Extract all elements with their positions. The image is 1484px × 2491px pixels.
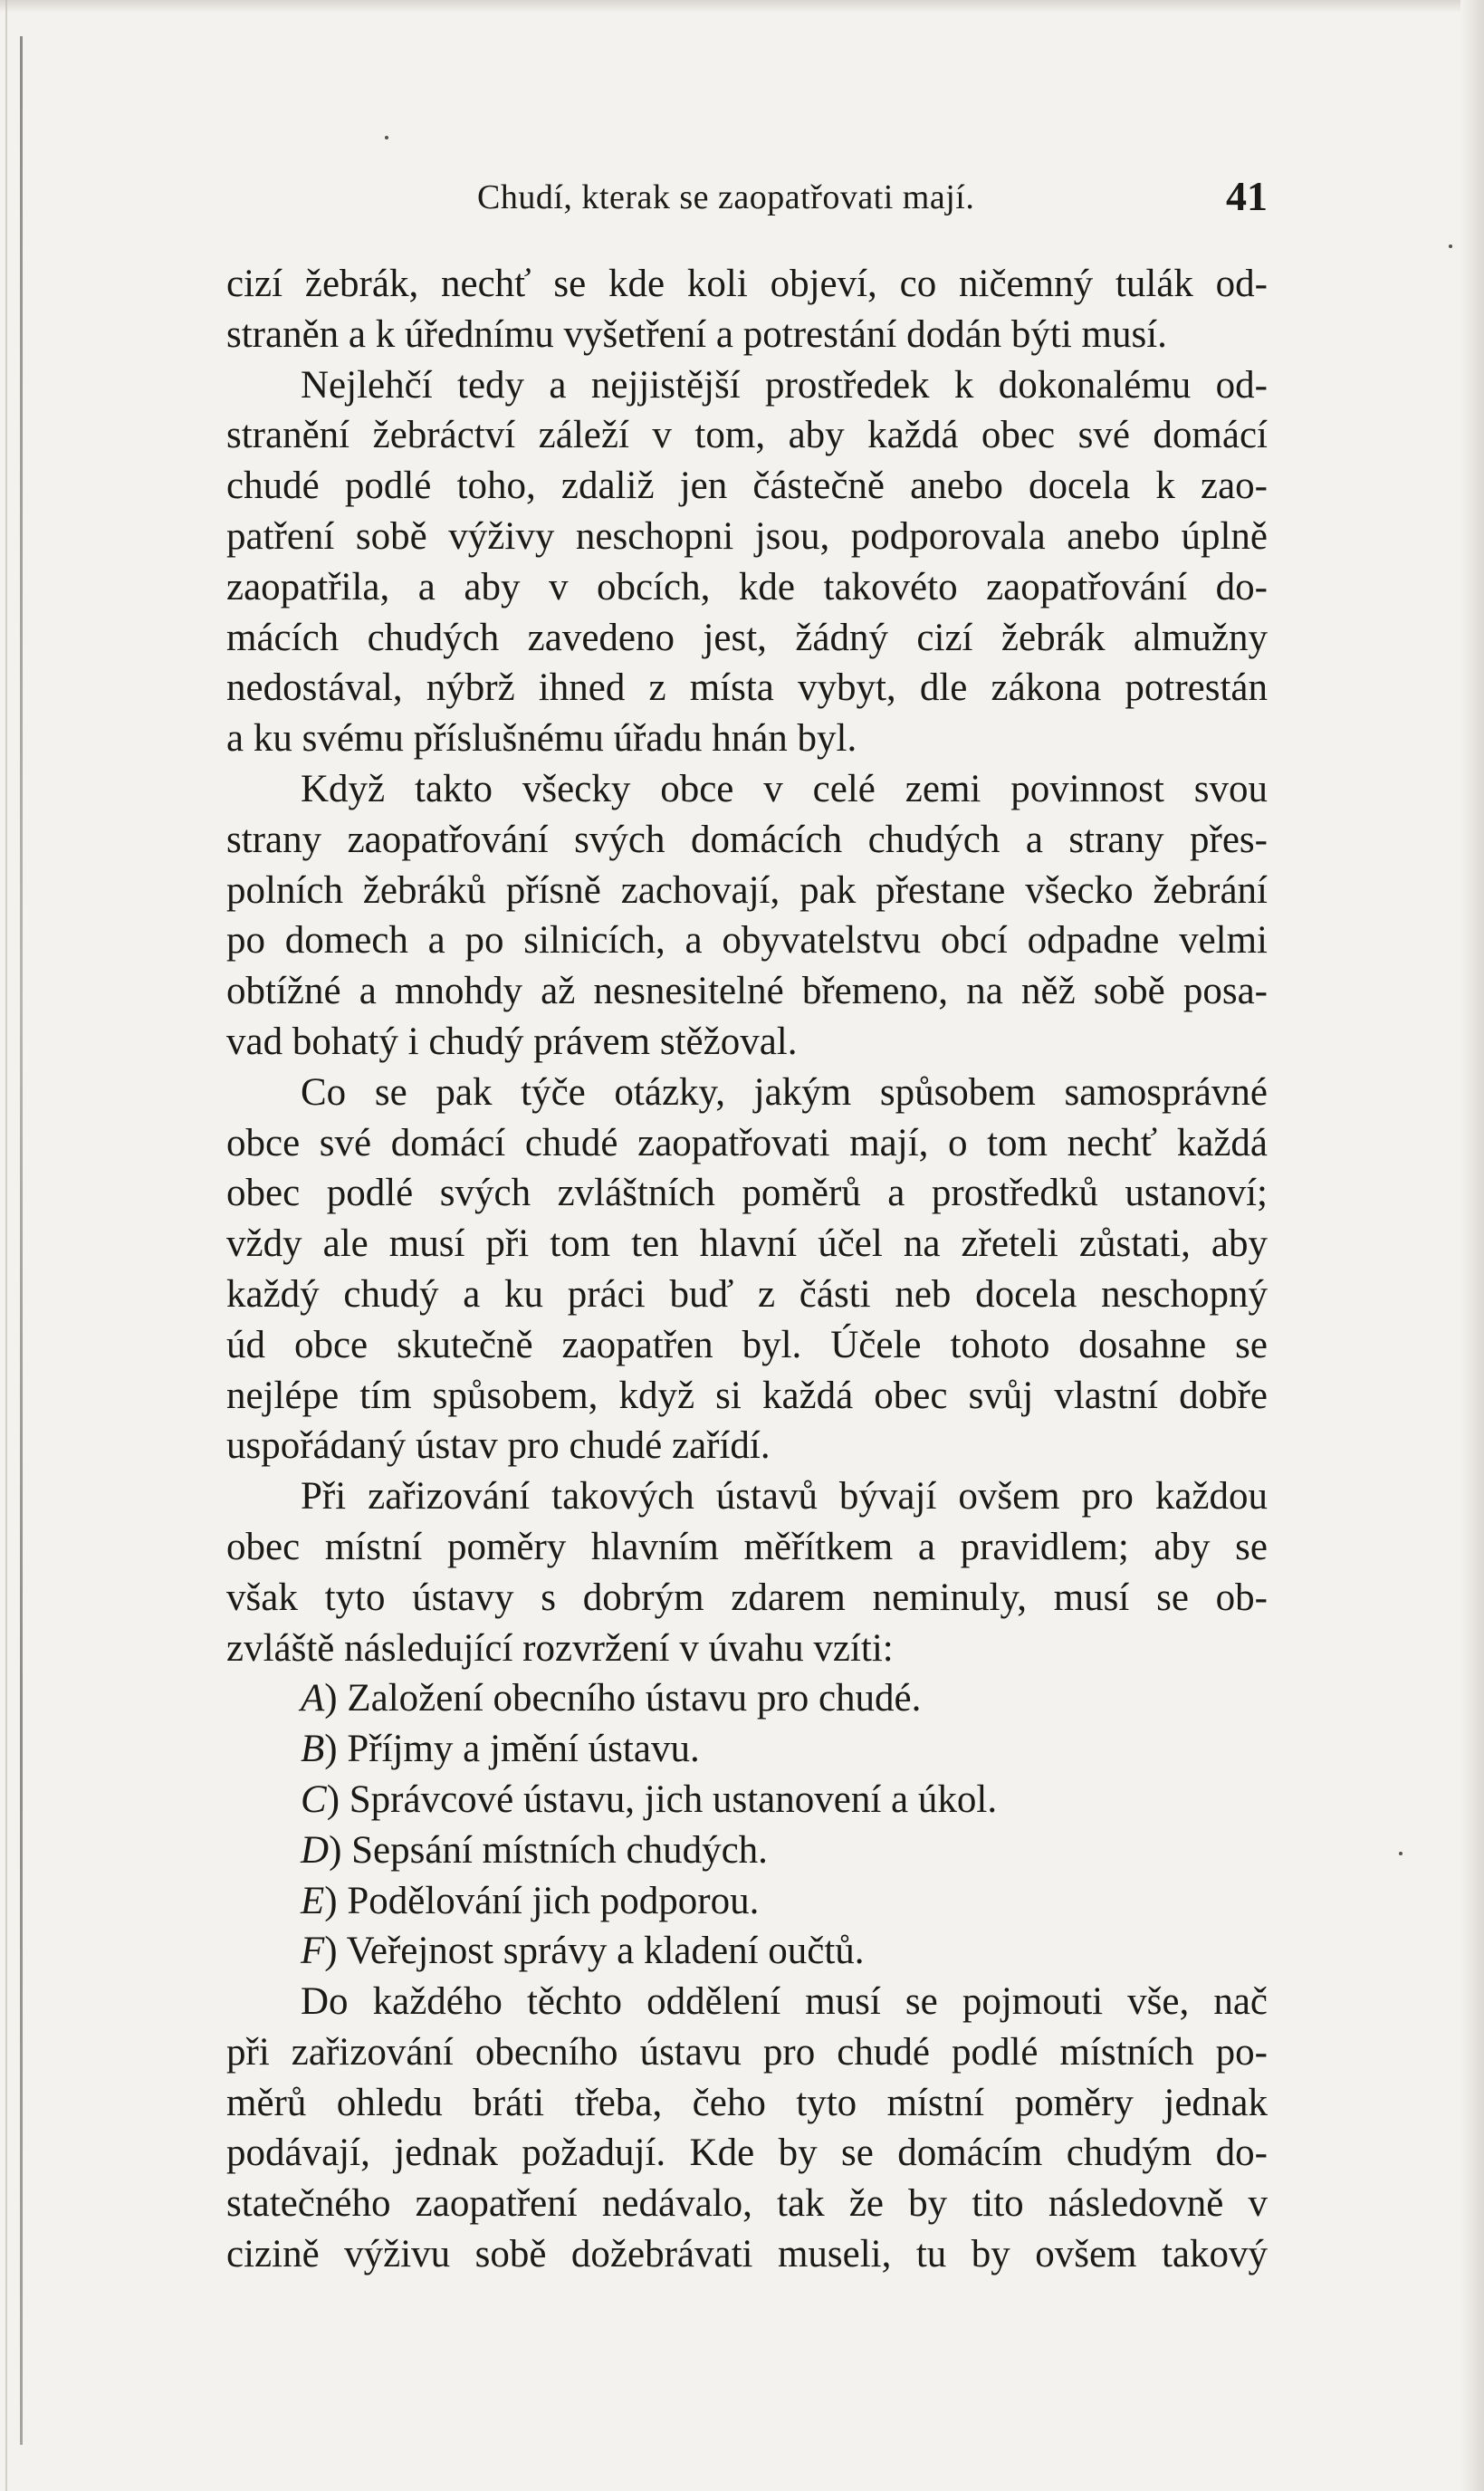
text-line: obec podlé svých zvláštních poměrů a prostředků ustanoví;: [226, 1172, 1268, 1215]
text-line: Co se pak týče otázky, jakým spůsobem samosprávné: [301, 1070, 1268, 1114]
text-line: polních žebráků přísně zachovají, pak přestane všecko žebrání: [226, 868, 1268, 912]
text-line: však tyto ústavy s dobrým zdarem neminuly, musí se ob-: [226, 1576, 1268, 1619]
list-letter: B: [301, 1728, 325, 1771]
text-line: obce své domácí chudé zaopatřovati mají, o tom nechť každá: [226, 1121, 1268, 1164]
scan-speck: [1449, 244, 1452, 248]
list-item: [226, 1825, 1268, 1876]
scan-speck: [1399, 1852, 1403, 1855]
paragraph: [226, 1977, 1268, 2280]
text-line: mácích chudých zavedeno jest, žádný cizí žebrák almužny: [226, 616, 1268, 659]
running-head: Chudí, kterak se zaopatřovati mají.: [477, 178, 975, 216]
scan-edge-top: [0, 0, 1484, 13]
list-item: [226, 1775, 1268, 1825]
paragraph: [226, 259, 1268, 360]
list-item: [226, 1926, 1268, 1977]
paragraph: [226, 1471, 1268, 1673]
text-line: každý chudý a ku práci buď z části neb docela neschopný: [226, 1272, 1268, 1316]
paragraph: [226, 1068, 1268, 1471]
list-item-text: ) Podělování jich podporou.: [324, 1879, 760, 1922]
text-line: a ku svému příslušnému úřadu hnán byl.: [226, 717, 857, 761]
outline-list: [226, 1673, 1268, 1977]
list-item-text: ) Sepsání místních chudých.: [329, 1828, 768, 1872]
scan-speck: [385, 136, 388, 139]
list-item-text: ) Veřejnost správy a kladení oučtů.: [324, 1930, 865, 1973]
text-line: obec místní poměry hlavním měřítkem a pravidlem; aby se: [226, 1525, 1268, 1568]
text-line: Když takto všecky obce v celé zemi povinnost svou: [301, 767, 1268, 810]
text-line: Při zařizování takových ústavů bývají ovšem pro každou: [301, 1475, 1268, 1519]
text-line: vad bohatý i chudý právem stěžoval.: [226, 1020, 798, 1063]
list-item-text: ) Příjmy a jmění ústavu.: [324, 1728, 700, 1771]
list-item: [226, 1673, 1268, 1724]
list-letter: D: [301, 1828, 330, 1872]
list-item-text: ) Založení obecního ústavu pro chudé.: [324, 1677, 922, 1720]
text-line: měrů ohledu bráti třeba, čeho tyto místní poměry jednak: [226, 2081, 1268, 2124]
text-line: vždy ale musí při tom ten hlavní účel na zřeteli zůstati, aby: [226, 1222, 1268, 1266]
text-line: obtížné a mnohdy až nesnesitelné břemeno, na něž sobě posa-: [226, 970, 1268, 1013]
page-binding-shadow: [20, 36, 23, 2445]
text-line: zaopatřila, a aby v obcích, kde takovéto zaopatřování do-: [226, 565, 1268, 608]
list-item: [226, 1724, 1268, 1775]
paragraph: [226, 360, 1268, 764]
text-line: po domech a po silnicích, a obyvatelstvu obcí odpadne velmi: [226, 919, 1268, 963]
text-line: chudé podlé toho, zdaliž jen částečně anebo docela k zao-: [226, 465, 1268, 508]
text-line: podávají, jednak požadují. Kde by se domácím chudým do-: [226, 2132, 1268, 2175]
text-line: stranění žebráctví záleží v tom, aby každá obec své domácí: [226, 414, 1268, 457]
text-line: cizí žebrák, nechť se kde koli objeví, co ničemný tulák od-: [226, 263, 1268, 305]
scan-edge-right: [1460, 0, 1484, 2491]
text-line: straněn a k úřednímu vyšetření a potrestání dodán býti musí.: [226, 312, 1167, 356]
text-line: statečného zaopatření nedávalo, tak že by tito následovně v: [226, 2182, 1268, 2226]
text-line: úd obce skutečně zaopatřen byl. Účele tohoto dosahne se: [226, 1323, 1268, 1366]
list-letter: F: [301, 1930, 325, 1973]
page-binding-edge: [5, 0, 7, 2491]
page-header: [226, 172, 1268, 244]
text-line: nejlépe tím spůsobem, když si každá obec svůj vlastní dobře: [226, 1374, 1268, 1417]
list-letter: A: [301, 1677, 325, 1720]
text-line: cizině výživu sobě dožebrávati museli, tu by ovšem takový: [226, 2233, 1268, 2276]
text-line: nedostával, nýbrž ihned z místa vybyt, dle zákona potrestán: [226, 666, 1268, 710]
paragraph: [226, 764, 1268, 1068]
body-text: [226, 259, 1268, 2280]
list-item: [226, 1876, 1268, 1927]
list-letter: C: [301, 1777, 327, 1821]
text-line: uspořádaný ústav pro chudé zařídí.: [226, 1424, 771, 1468]
text-line: strany zaopatřování svých domácích chudých a strany přes-: [226, 818, 1268, 861]
text-line: Do každého těchto oddělení musí se pojmouti vše, nač: [301, 1980, 1268, 2024]
list-item-text: ) Správcové ústavu, jich ustanovení a úkol.: [326, 1777, 998, 1821]
text-line: při zařizování obecního ústavu pro chudé podlé místních po-: [226, 2030, 1268, 2074]
page-number: 41: [1226, 173, 1268, 219]
text-line: Nejlehčí tedy a nejjistější prostředek k dokonalému od-: [301, 363, 1268, 407]
list-letter: E: [301, 1879, 325, 1922]
text-line: zvláště následující rozvržení v úvahu vzíti:: [226, 1626, 894, 1670]
text-line: patření sobě výživy neschopni jsou, podporovala anebo úplně: [226, 514, 1268, 558]
